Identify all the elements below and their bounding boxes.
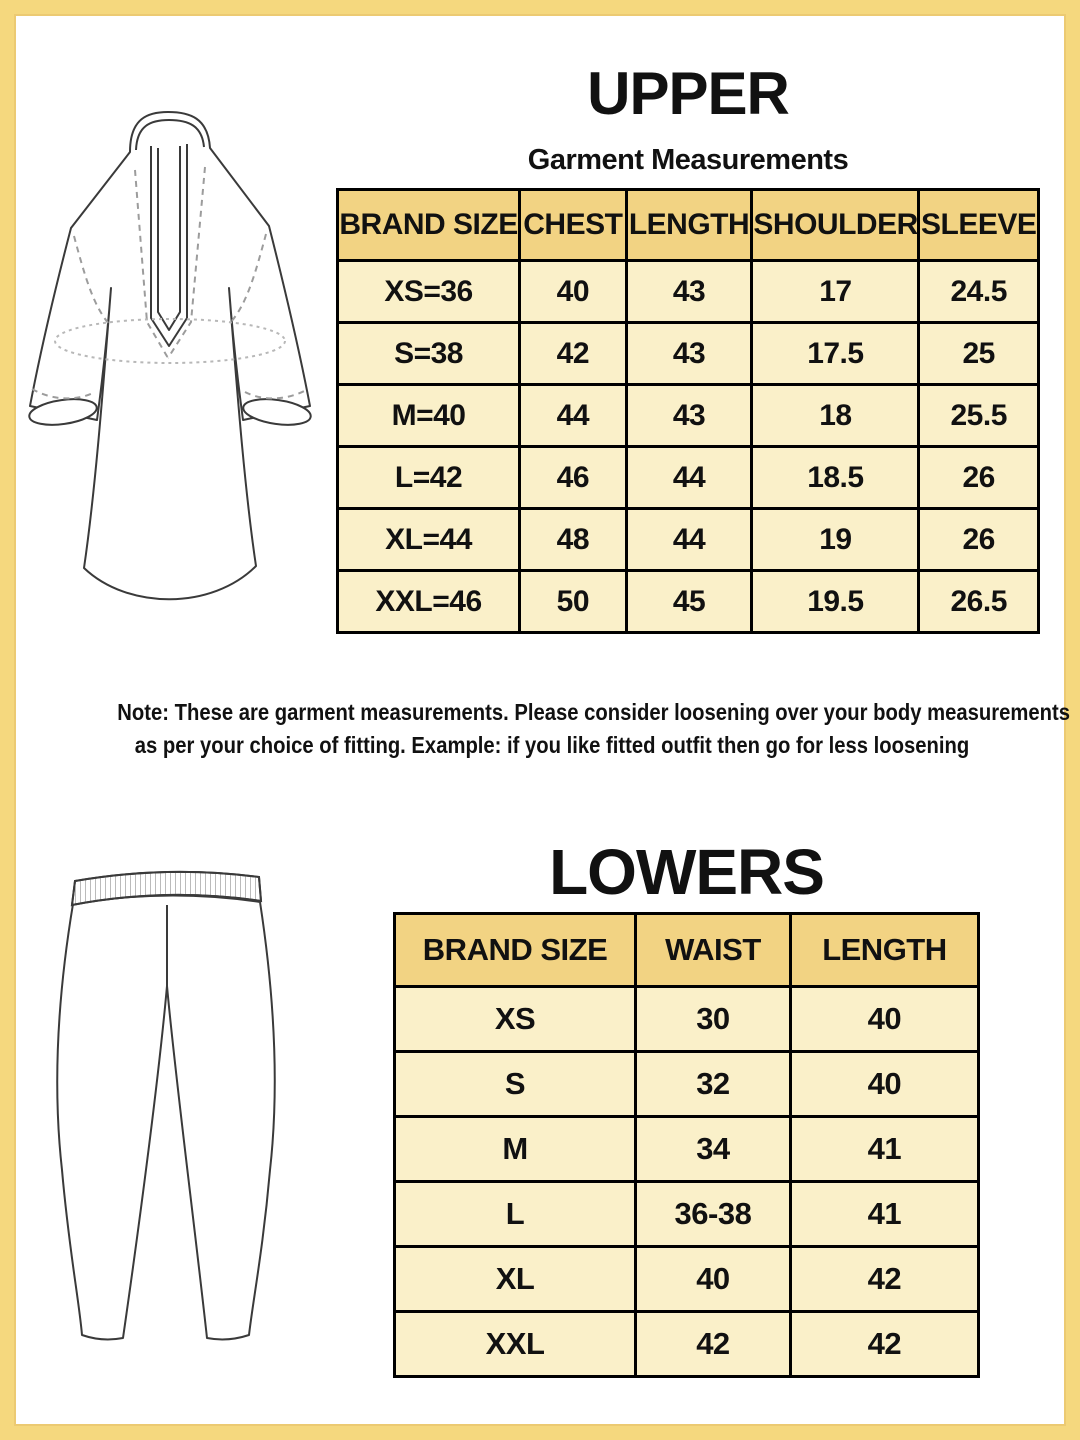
table-cell: 44: [520, 385, 627, 447]
table-cell: 30: [636, 987, 791, 1052]
table-cell: 45: [626, 571, 752, 633]
table-cell: 40: [790, 1052, 978, 1117]
kurta-silhouette: [30, 112, 310, 599]
table-cell: M=40: [338, 385, 520, 447]
table-cell: 46: [520, 447, 627, 509]
upper-subtitle: Garment Measurements: [527, 144, 849, 176]
table-header-row: [338, 190, 1039, 261]
table-cell: 36-38: [636, 1182, 791, 1247]
table-cell: 43: [626, 261, 752, 323]
table-cell: 26: [919, 447, 1039, 509]
table-cell: 48: [520, 509, 627, 571]
table-cell: 25: [919, 323, 1039, 385]
table-cell: 18: [752, 385, 919, 447]
table-cell: XL: [395, 1247, 636, 1312]
column-header: CHEST: [520, 190, 627, 261]
table-row: [338, 447, 1039, 509]
table-cell: 41: [790, 1117, 978, 1182]
table-row: [395, 1182, 979, 1247]
lowers-title: LOWERS: [549, 836, 824, 908]
table-cell: 44: [626, 509, 752, 571]
table-cell: XS=36: [338, 261, 520, 323]
table-cell: 43: [626, 385, 752, 447]
note-text: [117, 696, 1071, 763]
table-row: [338, 385, 1039, 447]
table-cell: 40: [790, 987, 978, 1052]
table-row: [338, 571, 1039, 633]
table-cell: 18.5: [752, 447, 919, 509]
table-cell: 42: [520, 323, 627, 385]
table-row: [395, 987, 979, 1052]
table-row: [395, 1247, 979, 1312]
table-cell: 25.5: [919, 385, 1039, 447]
column-header: BRAND SIZE: [338, 190, 520, 261]
table-header-row: [395, 914, 979, 987]
table-cell: 19.5: [752, 571, 919, 633]
table-cell: S=38: [338, 323, 520, 385]
table-cell: 26: [919, 509, 1039, 571]
note-line-1: Note: These are garment measurements. Please consider loosening over your body measurements: [117, 699, 1071, 725]
column-header: SLEEVE: [919, 190, 1039, 261]
table-cell: 26.5: [919, 571, 1039, 633]
note-line-2: as per your choice of fitting. Example: if you like fitted outfit then go for less loosening: [134, 732, 970, 759]
upper-title: UPPER: [587, 60, 789, 127]
table-row: [338, 509, 1039, 571]
table-cell: 32: [636, 1052, 791, 1117]
table-cell: 42: [636, 1312, 791, 1377]
table-cell: 44: [626, 447, 752, 509]
table-cell: S: [395, 1052, 636, 1117]
table-cell: M: [395, 1117, 636, 1182]
table-cell: 50: [520, 571, 627, 633]
table-cell: 42: [790, 1247, 978, 1312]
column-header: LENGTH: [790, 914, 978, 987]
table-cell: 43: [626, 323, 752, 385]
table-cell: 34: [636, 1117, 791, 1182]
upper-measurements-table: [336, 188, 1040, 634]
table-cell: 17.5: [752, 323, 919, 385]
table-row: [395, 1312, 979, 1377]
table-row: [338, 261, 1039, 323]
table-cell: 17: [752, 261, 919, 323]
table-row: [395, 1117, 979, 1182]
table-cell: 41: [790, 1182, 978, 1247]
table-cell: XL=44: [338, 509, 520, 571]
table-row: [338, 323, 1039, 385]
table-cell: 40: [636, 1247, 791, 1312]
column-header: LENGTH: [626, 190, 752, 261]
table-row: [395, 1052, 979, 1117]
table-cell: 40: [520, 261, 627, 323]
lowers-measurements-table: [393, 912, 980, 1378]
table-cell: 42: [790, 1312, 978, 1377]
table-cell: XXL=46: [338, 571, 520, 633]
table-cell: XXL: [395, 1312, 636, 1377]
column-header: WAIST: [636, 914, 791, 987]
pants-line-drawing: [35, 860, 355, 1405]
column-header: SHOULDER: [752, 190, 919, 261]
column-header: BRAND SIZE: [395, 914, 636, 987]
table-cell: XS: [395, 987, 636, 1052]
table-cell: L: [395, 1182, 636, 1247]
table-cell: 24.5: [919, 261, 1039, 323]
table-cell: L=42: [338, 447, 520, 509]
table-cell: 19: [752, 509, 919, 571]
kurta-line-drawing: [8, 106, 353, 671]
